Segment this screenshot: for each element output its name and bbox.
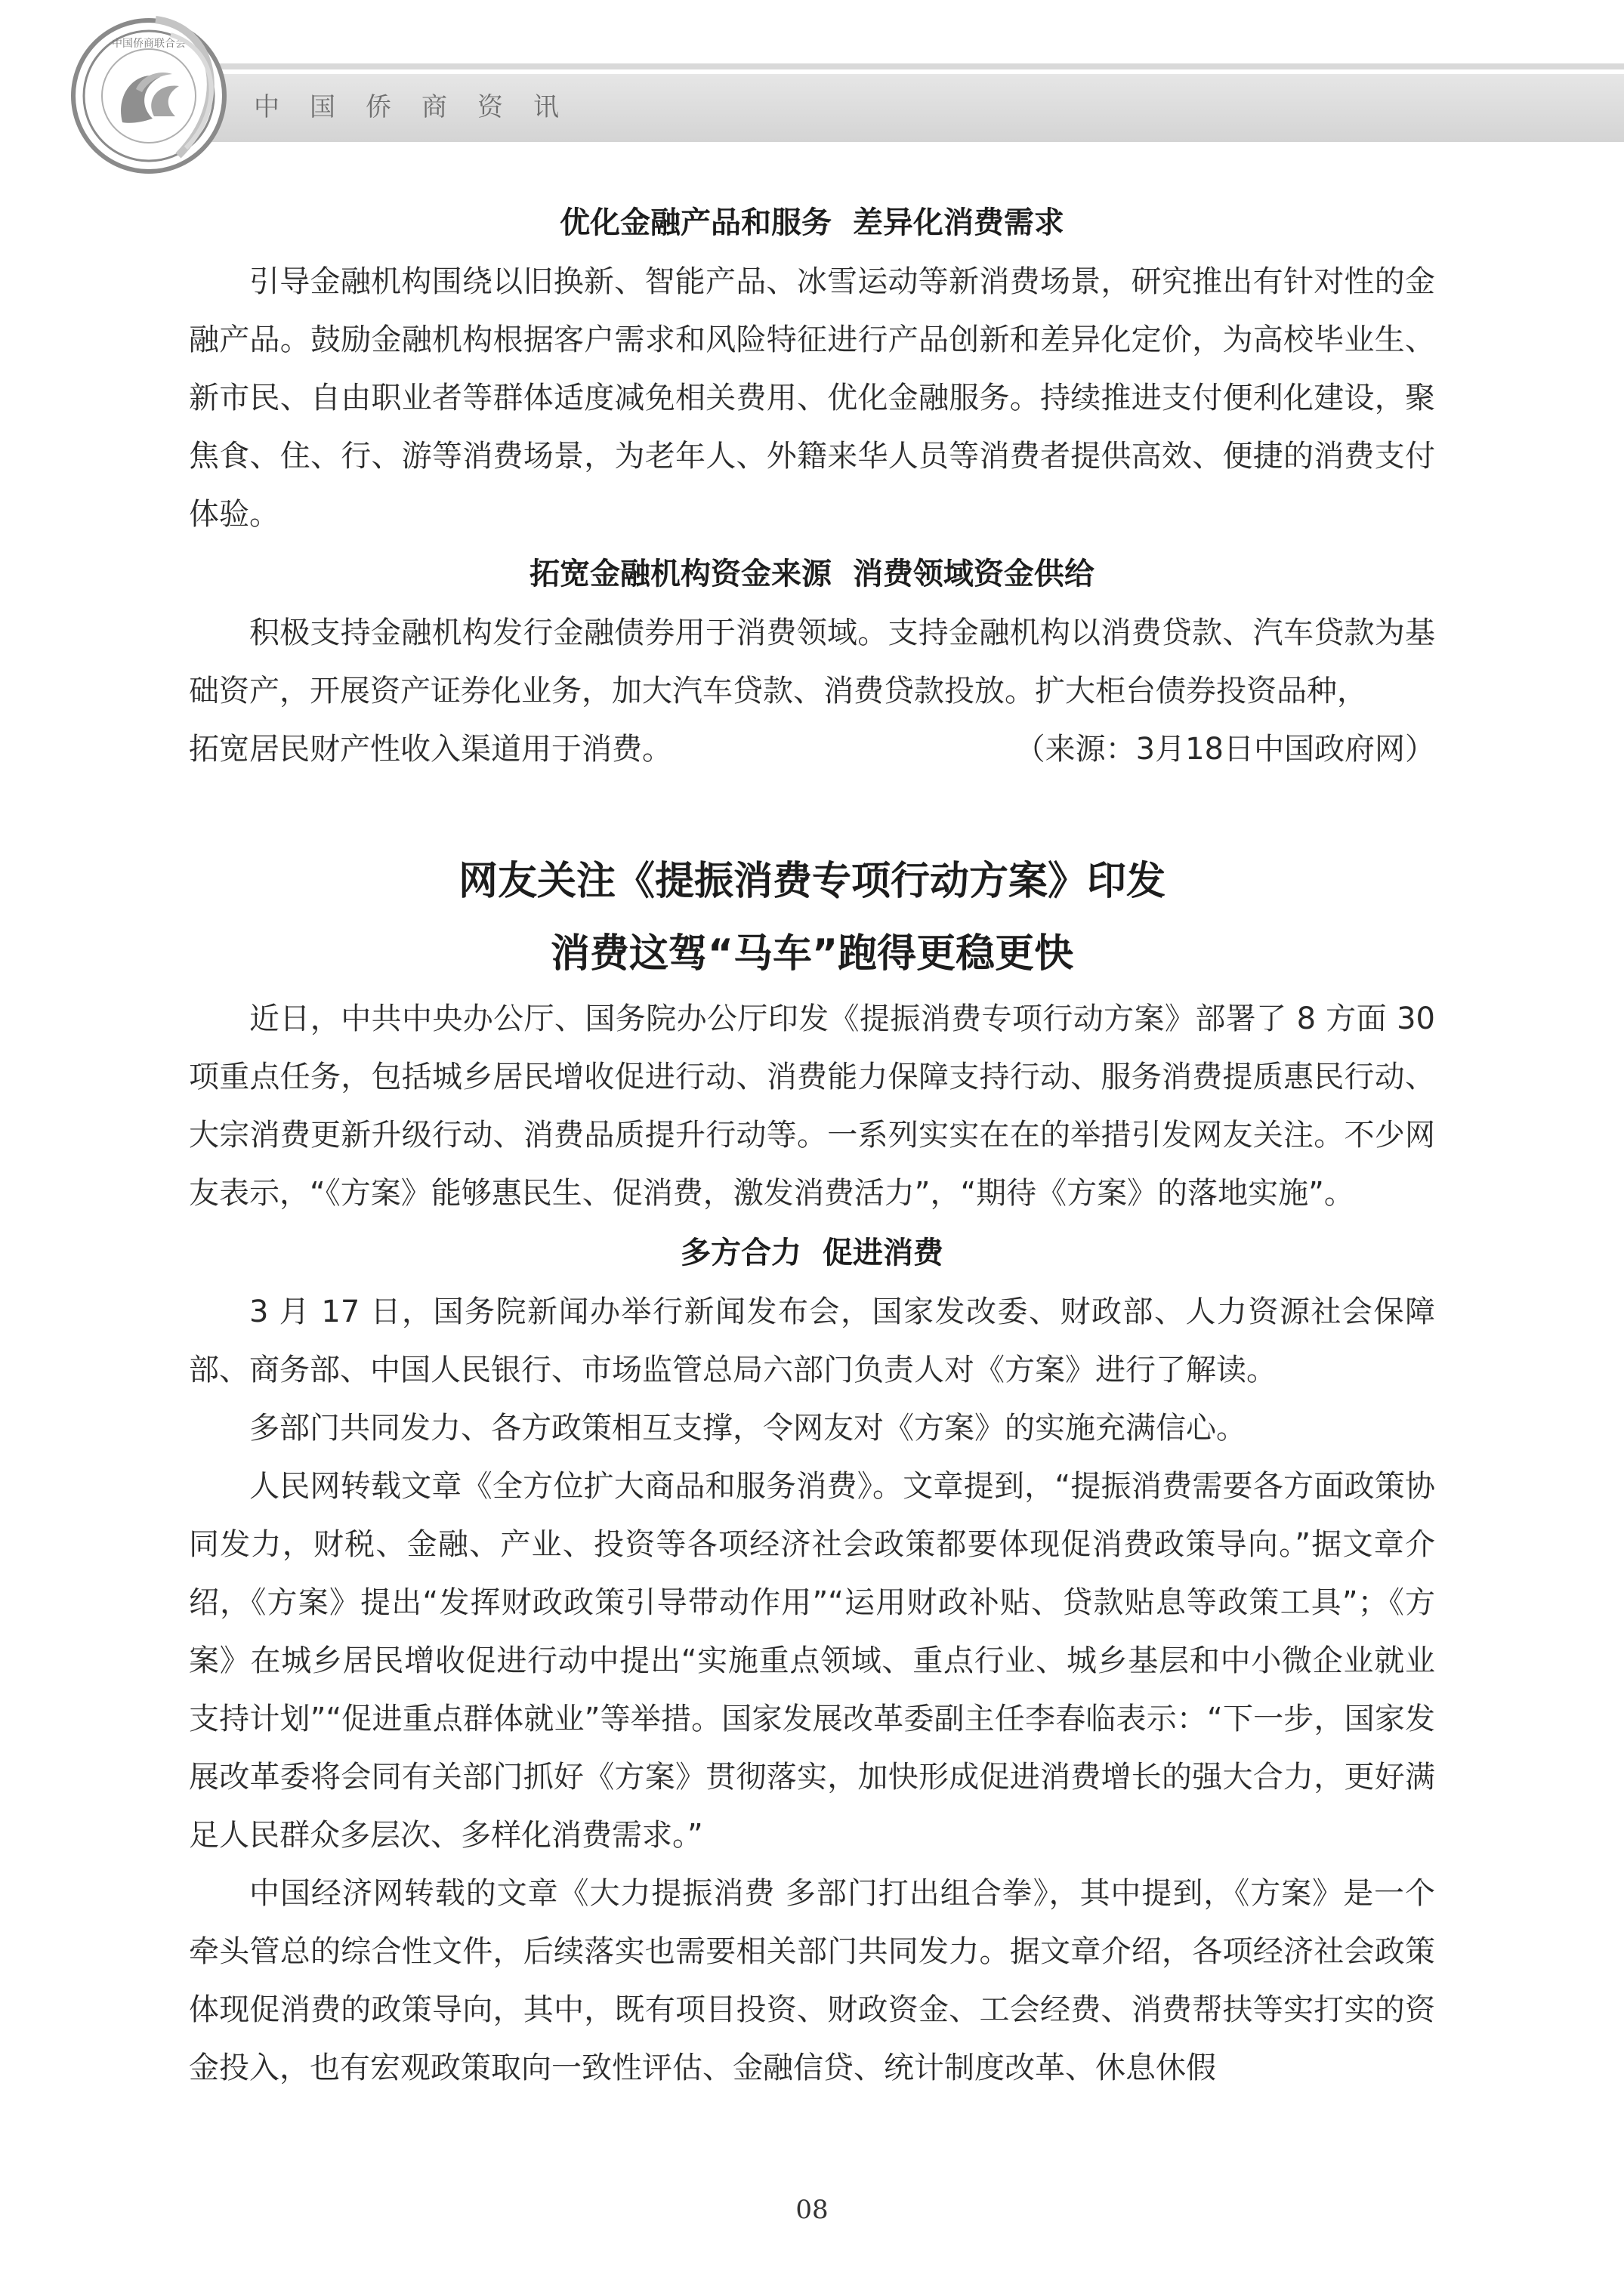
article-subheading: 多方合力 促进消费 bbox=[681, 1236, 943, 1270]
article-paragraph-3: 多部门共同发力、各方政策相互支撑，令网友对《方案》的实施充满信心。 bbox=[249, 1411, 1246, 1446]
article-paragraph-5: 中国经济网转载的文章《大力提振消费 多部门打出组合拳》，其中提到，《方案》是一个牵头管总的综合性文件，后续落实也需要相关部门共同发力。据文章介绍，各项经济社会政策体现促消费的政策导向，其中，既有项目投资、财政资金、工会经费、消费帮扶等实打实的资金投入，也有宏观政策取向一致性评估、金融信贷、统计制度改革、休息休假 bbox=[189, 1876, 1435, 2085]
article-paragraph-1: 近日，中共中央办公厅、国务院办公厅印发《提振消费专项行动方案》部署了 8 方面 30 项重点任务，包括城乡居民增收促进行动、消费能力保障支持行动、服务消费提质惠民行动、大宗消费更新升级行动、消费品质提升行动等。一系列实实在在的举措引发网友关注。不少网友表示，“《方案》能够惠民生、促消费，激发消费活力”，“期待《方案》的落地实施”。 bbox=[189, 1001, 1435, 1211]
source-line bbox=[189, 721, 1435, 779]
section-heading-financial-products: 优化金融产品和服务 差异化消费需求 bbox=[560, 205, 1064, 240]
section-paragraph-funding-sources: 积极支持金融机构发行金融债券用于消费领域。支持金融机构以消费贷款、汽车贷款为基础资产，开展资产证券化业务，加大汽车贷款、消费贷款投放。扩大柜台债券投资品种， bbox=[189, 616, 1435, 708]
article-title-line1: 网友关注《提振消费专项行动方案》印发 bbox=[458, 859, 1166, 904]
article-paragraph-4: 人民网转载文章《全方位扩大商品和服务消费》。文章提到，“提振消费需要各方面政策协同发力，财税、金融、产业、投资等各项经济社会政策都要体现促消费政策导向。”据文章介绍，《方案》提出“发挥财政政策引导带动作用”“运用财政补贴、贷款贴息等政策工具”；《方案》在城乡居民增收促进行动中提出“实施重点领域、重点行业、城乡基层和中小微企业就业支持计划”“促进重点群体就业”等举措。国家发展改革委副主任李春临表示：“下一步，国家发展改革委将会同有关部门抓好《方案》贯彻落实，加快形成促进消费增长的强大合力，更好满足人民群众多层次、多样化消费需求。” bbox=[189, 1469, 1435, 1853]
section-heading-funding-sources: 拓宽金融机构资金来源 消费领域资金供给 bbox=[529, 557, 1095, 591]
logo-text: 中国侨商联合会 bbox=[112, 38, 186, 50]
page-number: 08 bbox=[795, 2195, 829, 2225]
last-line-text: 拓宽居民财产性收入渠道用于消费。 bbox=[189, 732, 672, 767]
page-content bbox=[189, 193, 1435, 2097]
article-title-line2: 消费这驾“马车”跑得更稳更快 bbox=[550, 931, 1074, 977]
article-paragraph-2: 3 月 17 日，国务院新闻办举行新闻发布会，国家发改委、财政部、人力资源社会保障部、商务部、中国人民银行、市场监管总局六部门负责人对《方案》进行了解读。 bbox=[189, 1295, 1435, 1387]
source-attribution: （来源：3月18日中国政府网） bbox=[1014, 732, 1435, 767]
magazine-title: 中国侨商资讯 bbox=[254, 92, 589, 122]
logo-swoosh bbox=[148, 12, 239, 163]
section-paragraph-financial-products: 引导金融机构围绕以旧换新、智能产品、冰雪运动等新消费场景，研究推出有针对性的金融产品。鼓励金融机构根据客户需求和风险特征进行产品创新和差异化定价，为高校毕业生、新市民、自由职业者等群体适度减免相关费用、优化金融服务。持续推进支付便利化建设，聚焦食、住、行、游等消费场景，为老年人、外籍来华人员等消费者提供高效、便捷的消费支付体验。 bbox=[189, 264, 1435, 532]
